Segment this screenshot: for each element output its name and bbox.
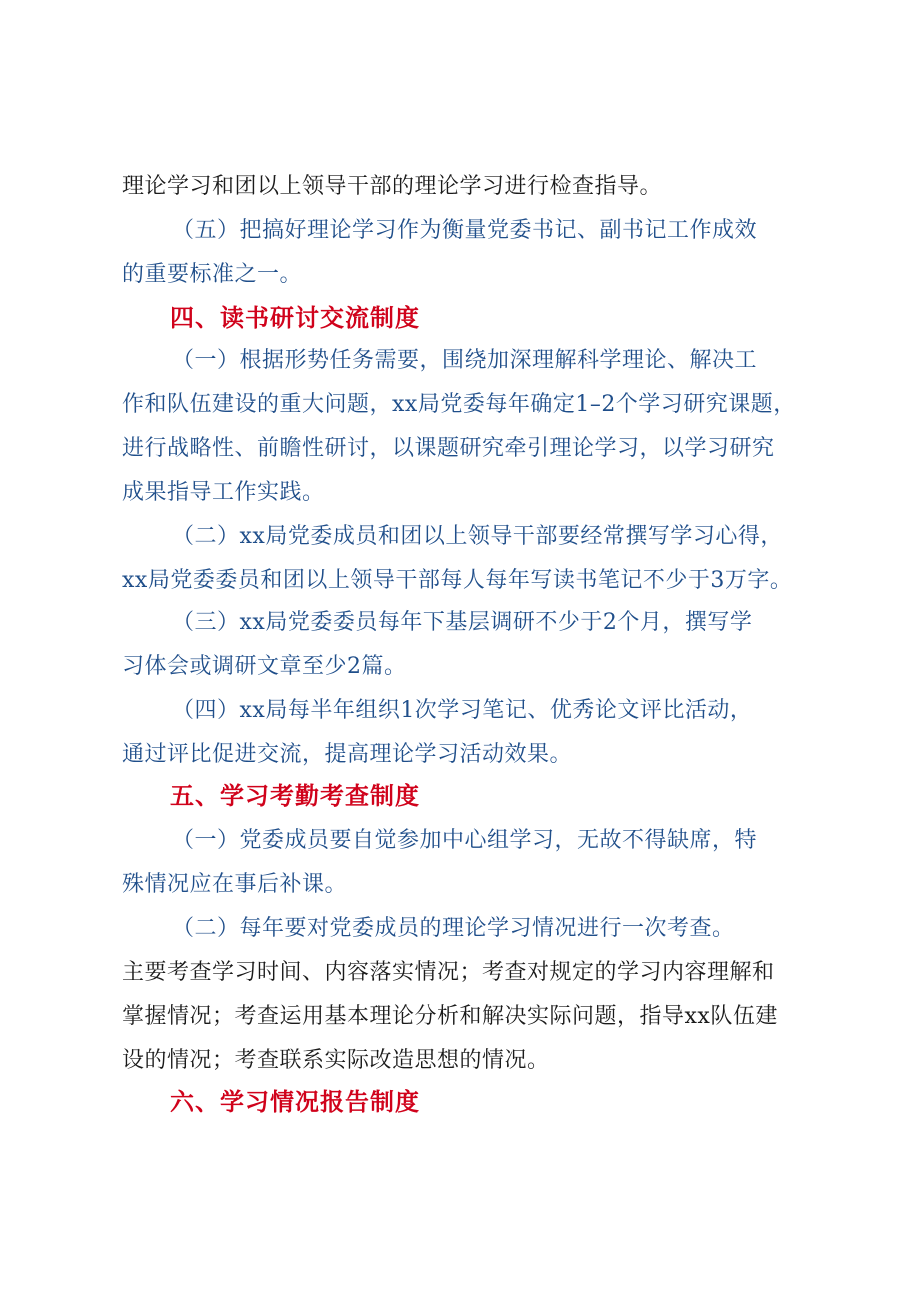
paragraph-line: 掌握情况；考查运用基本理论分析和解决实际问题，指导xx队伍建	[122, 1004, 778, 1029]
paragraph-line: 作和队伍建设的重大问题，xx局党委每年确定1–2个学习研究课题，	[122, 392, 796, 417]
section-heading-5: 五、学习考勤考查制度	[170, 782, 420, 810]
paragraph-line: （三）xx局党委委员每年下基层调研不少于2个月，撰写学	[172, 610, 753, 635]
paragraph-line: 进行战略性、前瞻性研讨，以课题研究牵引理论学习，以学习研究	[122, 436, 775, 461]
paragraph-line: 殊情况应在事后补课。	[122, 872, 348, 897]
paragraph-line: （五）把搞好理论学习作为衡量党委书记、副书记工作成效	[172, 218, 758, 243]
paragraph-line: （二）每年要对党委成员的理论学习情况进行一次考查。	[172, 916, 735, 941]
paragraph-line: （一）根据形势任务需要，围绕加深理解科学理论、解决工	[172, 348, 758, 373]
paragraph-line: 通过评比促进交流，提高理论学习活动效果。	[122, 742, 573, 767]
paragraph-line: 主要考查学习时间、内容落实情况；考查对规定的学习内容理解和	[122, 960, 775, 985]
paragraph-line: （四）xx局每半年组织1次学习笔记、优秀论文评比活动，	[172, 698, 753, 723]
section-heading-4: 四、读书研讨交流制度	[170, 304, 420, 332]
paragraph-line: 的重要标准之一。	[122, 262, 303, 287]
paragraph-line: （二）xx局党委成员和团以上领导干部要经常撰写学习心得，	[172, 524, 783, 549]
section-heading-6: 六、学习情况报告制度	[170, 1088, 420, 1116]
paragraph-line: （一）党委成员要自觉参加中心组学习，无故不得缺席，特	[172, 828, 758, 853]
paragraph-line: 习体会或调研文章至少2篇。	[122, 654, 407, 679]
paragraph-line: 设的情况；考查联系实际改造思想的情况。	[122, 1048, 550, 1073]
paragraph-line: 理论学习和团以上领导干部的理论学习进行检查指导。	[122, 174, 663, 199]
paragraph-line: 成果指导工作实践。	[122, 480, 325, 505]
paragraph-line: xx局党委委员和团以上领导干部每人每年写读书笔记不少于3万字。	[122, 568, 793, 593]
